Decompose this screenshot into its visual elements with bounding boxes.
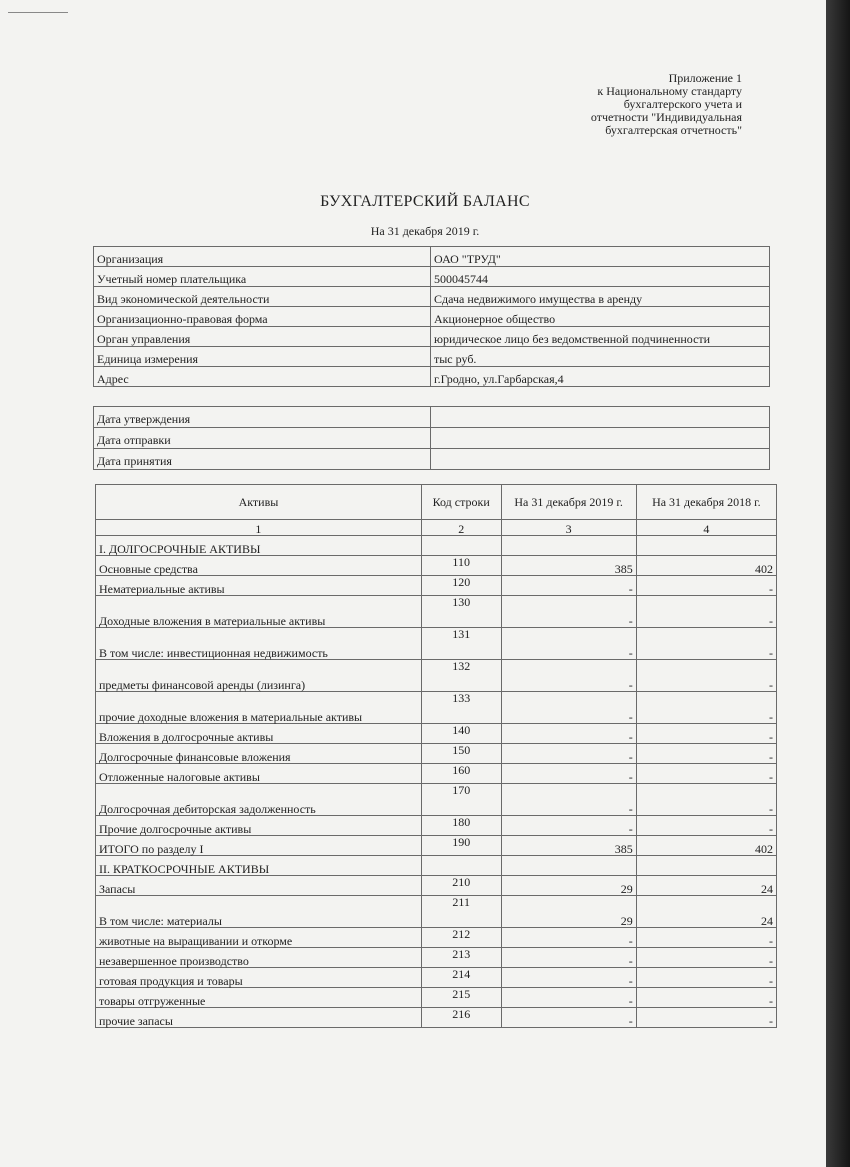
row-code: 132 [421,660,501,692]
info-label: Учетный номер плательщика [94,267,431,287]
balance-row [96,876,777,896]
date-row [94,407,770,428]
info-value: 500045744 [431,267,770,287]
row-name: Долгосрочная дебиторская задолженность [96,784,422,816]
col-number: 1 [96,520,422,536]
balance-row [96,784,777,816]
balance-row [96,744,777,764]
date-label: Дата утверждения [94,407,431,428]
balance-row [96,816,777,836]
column-number-row [96,520,777,536]
value-2019: - [501,628,636,660]
row-code: 130 [421,596,501,628]
value-2019: - [501,948,636,968]
row-code: 215 [421,988,501,1008]
value-2018: - [636,628,776,660]
balance-row [96,556,777,576]
row-code: 140 [421,724,501,744]
date-label: Дата принятия [94,449,431,470]
section-title: I. ДОЛГОСРОЧНЫЕ АКТИВЫ [96,536,422,556]
value-2018: - [636,576,776,596]
balance-row [96,764,777,784]
value-2018: - [636,948,776,968]
value-2018: - [636,744,776,764]
document-title: БУХГАЛТЕРСКИЙ БАЛАНС [320,193,530,210]
value-2019: - [501,596,636,628]
value-2019: - [501,576,636,596]
value-2018: - [636,764,776,784]
date-row [94,449,770,470]
row-code: 214 [421,968,501,988]
header-2018: На 31 декабря 2018 г. [636,485,776,520]
row-code: 180 [421,816,501,836]
row-code: 120 [421,576,501,596]
balance-row [96,628,777,660]
value-2018: - [636,928,776,948]
value-2019: 29 [501,896,636,928]
info-row [94,247,770,267]
info-label: Орган управления [94,327,431,347]
row-name: Нематериальные активы [96,576,422,596]
row-code: 170 [421,784,501,816]
value-2019: - [501,692,636,724]
value-2019: - [501,816,636,836]
dates-table [93,406,770,470]
value-2018: 24 [636,876,776,896]
row-name: животные на выращивании и откорме [96,928,422,948]
date-value [431,407,770,428]
date-label: Дата отправки [94,428,431,449]
row-name: Основные средства [96,556,422,576]
value-2019: - [501,660,636,692]
value-2019: - [501,928,636,948]
row-name: предметы финансовой аренды (лизинга) [96,660,422,692]
balance-row [96,660,777,692]
info-row [94,367,770,387]
info-label: Организационно-правовая форма [94,307,431,327]
value-2018: - [636,988,776,1008]
balance-row [96,988,777,1008]
balance-row [96,576,777,596]
value-2019: - [501,988,636,1008]
scan-mark [8,12,68,13]
row-name: товары отгруженные [96,988,422,1008]
balance-row [96,928,777,948]
value-2018: - [636,724,776,744]
value-2019: 29 [501,876,636,896]
header-assets: Активы [96,485,422,520]
row-name: ИТОГО по разделу I [96,836,422,856]
section-title: II. КРАТКОСРОЧНЫЕ АКТИВЫ [96,856,422,876]
annex-line: бухгалтерская отчетность" [605,123,742,137]
balance-row [96,724,777,744]
col-number: 2 [421,520,501,536]
info-value: юридическое лицо без ведомственной подчиненности [431,327,770,347]
row-code: 190 [421,836,501,856]
balance-header-row [96,485,777,520]
row-name: В том числе: инвестиционная недвижимость [96,628,422,660]
balance-table [95,484,777,1028]
info-row [94,287,770,307]
row-code: 216 [421,1008,501,1028]
value-2018: - [636,692,776,724]
info-label: Организация [94,247,431,267]
info-value: г.Гродно, ул.Гарбарская,4 [431,367,770,387]
value-2019: - [501,744,636,764]
info-label: Адрес [94,367,431,387]
section-row [96,856,777,876]
row-code: 160 [421,764,501,784]
info-value: Акционерное общество [431,307,770,327]
balance-row [96,692,777,724]
row-name: В том числе: материалы [96,896,422,928]
header-2019: На 31 декабря 2019 г. [501,485,636,520]
annex-note [482,72,742,137]
value-2018: 402 [636,836,776,856]
value-2018: 24 [636,896,776,928]
info-row [94,307,770,327]
value-2018: - [636,816,776,836]
empty-cell [421,856,501,876]
section-row [96,536,777,556]
annex-line: к Национальному стандарту [597,84,742,98]
balance-row [96,896,777,928]
date-value [431,428,770,449]
empty-cell [501,856,636,876]
date-value [431,449,770,470]
info-label: Вид экономической деятельности [94,287,431,307]
value-2018: - [636,660,776,692]
annex-line: Приложение 1 [668,71,742,85]
value-2019: - [501,764,636,784]
value-2019: - [501,724,636,744]
row-name: незавершенное производство [96,948,422,968]
value-2018: - [636,1008,776,1028]
info-value: Сдача недвижимого имущества в аренду [431,287,770,307]
value-2018: - [636,784,776,816]
row-name: Долгосрочные финансовые вложения [96,744,422,764]
value-2018: 402 [636,556,776,576]
report-date: На 31 декабря 2019 г. [370,224,480,238]
info-row [94,327,770,347]
row-code: 150 [421,744,501,764]
row-name: прочие запасы [96,1008,422,1028]
info-label: Единица измерения [94,347,431,367]
row-name: Отложенные налоговые активы [96,764,422,784]
value-2018: - [636,596,776,628]
row-name: готовая продукция и товары [96,968,422,988]
row-name: Доходные вложения в материальные активы [96,596,422,628]
row-code: 131 [421,628,501,660]
info-value: ОАО "ТРУД" [431,247,770,267]
info-value: тыс руб. [431,347,770,367]
annex-line: бухгалтерского учета и [623,97,742,111]
balance-row [96,596,777,628]
row-name: Прочие долгосрочные активы [96,816,422,836]
balance-row [96,968,777,988]
date-row [94,428,770,449]
balance-row [96,948,777,968]
value-2019: - [501,1008,636,1028]
info-row [94,267,770,287]
row-code: 110 [421,556,501,576]
row-code: 211 [421,896,501,928]
row-code: 213 [421,948,501,968]
row-name: прочие доходные вложения в материальные активы [96,692,422,724]
row-name: Запасы [96,876,422,896]
annex-line: отчетности "Индивидуальная [590,110,742,124]
balance-row [96,836,777,856]
row-code: 212 [421,928,501,948]
value-2018: - [636,968,776,988]
empty-cell [636,856,776,876]
balance-row [96,1008,777,1028]
row-code: 210 [421,876,501,896]
info-row [94,347,770,367]
row-name: Вложения в долгосрочные активы [96,724,422,744]
value-2019: 385 [501,556,636,576]
scan-edge [826,0,850,1167]
col-number: 4 [636,520,776,536]
header-code: Код строки [421,485,501,520]
value-2019: - [501,784,636,816]
value-2019: - [501,968,636,988]
organization-info-table [93,246,770,387]
value-2019: 385 [501,836,636,856]
row-code: 133 [421,692,501,724]
col-number: 3 [501,520,636,536]
